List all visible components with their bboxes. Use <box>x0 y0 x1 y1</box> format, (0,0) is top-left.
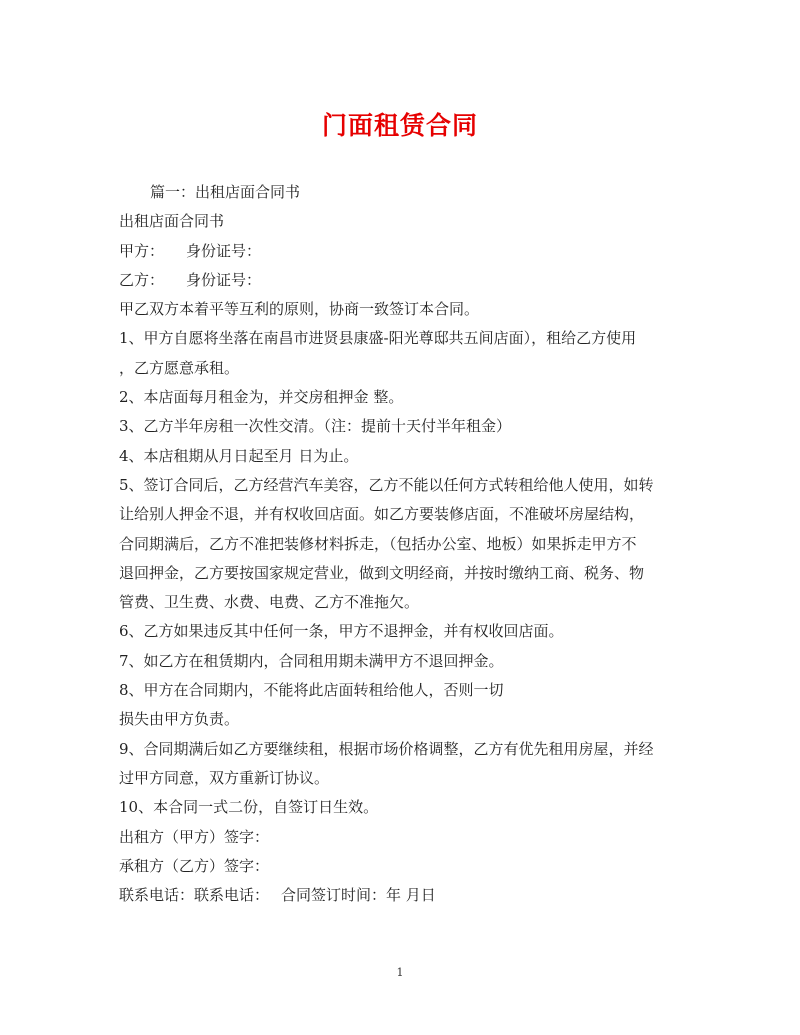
clause-4: 4、本店租期从月日起至月 日为止。 <box>119 446 359 465</box>
lessee-signature-line: 承租方（乙方）签字： <box>119 856 270 875</box>
clause-3: 3、乙方半年房租一次性交清。（注：提前十天付半年租金） <box>119 417 512 436</box>
document-title: 门面租赁合同 <box>321 111 478 140</box>
section-heading: 篇一：出租店面合同书 <box>150 183 301 201</box>
clause-5-line-4: 退回押金，乙方要按国家规定营业，做到文明经商，并按时缴纳工商、税务、物 <box>119 563 645 582</box>
clause-6: 6、乙方如果违反其中任何一条，甲方不退押金，并有权收回店面。 <box>119 622 564 641</box>
party-b-label: 乙方： <box>119 270 165 289</box>
clause-5-line-5: 管费、卫生费、水费、电费、乙方不准拖欠。 <box>119 593 420 612</box>
clause-2: 2、本店面每月租金为，并交房租押金 整。 <box>119 388 404 407</box>
contract-intro: 甲乙双方本着平等互利的原则，协商一致签订本合同。 <box>119 300 480 319</box>
party-a-label: 甲方： <box>119 241 165 260</box>
clause-8-line-1: 8、甲方在合同期内，不能将此店面转租给他人，否则一切 <box>119 681 504 700</box>
clause-1-line-2: ，乙方愿意承租。 <box>119 358 240 377</box>
clause-1-line-1: 1、甲方自愿将坐落在南昌市进贤县康盛-阳光尊邸共五间店面），租给乙方使用 <box>119 329 637 348</box>
clause-7: 7、如乙方在租赁期内，合同租用期未满甲方不退回押金。 <box>119 651 504 670</box>
contact-date-line <box>119 881 685 910</box>
party-b-id-label: 身份证号： <box>186 270 262 289</box>
clause-9-line-2: 过甲方同意，双方重新订协议。 <box>119 768 330 787</box>
clause-9-line-1: 9、合同期满后如乙方要继续租，根据市场价格调整，乙方有优先租用房屋，并经 <box>119 739 654 758</box>
document-body <box>119 178 685 910</box>
clause-5-line-2: 让给别人押金不退，并有权收回店面。如乙方要装修店面，不准破坏房屋结构， <box>119 505 645 524</box>
party-a-id-label: 身份证号： <box>186 241 262 260</box>
lessor-signature-line: 出租方（甲方）签字： <box>119 827 270 846</box>
clause-5-line-3: 合同期满后，乙方不准把装修材料拆走，（包括办公室、地板）如果拆走甲方不 <box>119 534 637 553</box>
page-number: 1 <box>396 966 404 979</box>
clause-8-line-2: 损失由甲方负责。 <box>119 710 240 729</box>
party-a-line <box>119 237 685 266</box>
party-b-line <box>119 266 685 295</box>
contract-subtitle: 出租店面合同书 <box>119 212 225 231</box>
contact-phone-label: 联系电话：联系电话： <box>119 886 270 905</box>
clause-5-line-1: 5、签订合同后，乙方经营汽车美容，乙方不能以任何方式转租给他人使用，如转 <box>119 475 654 494</box>
clause-10: 10、本合同一式二份，自签订日生效。 <box>119 798 379 817</box>
signing-date-label: 合同签订时间：年 月日 <box>281 886 436 905</box>
